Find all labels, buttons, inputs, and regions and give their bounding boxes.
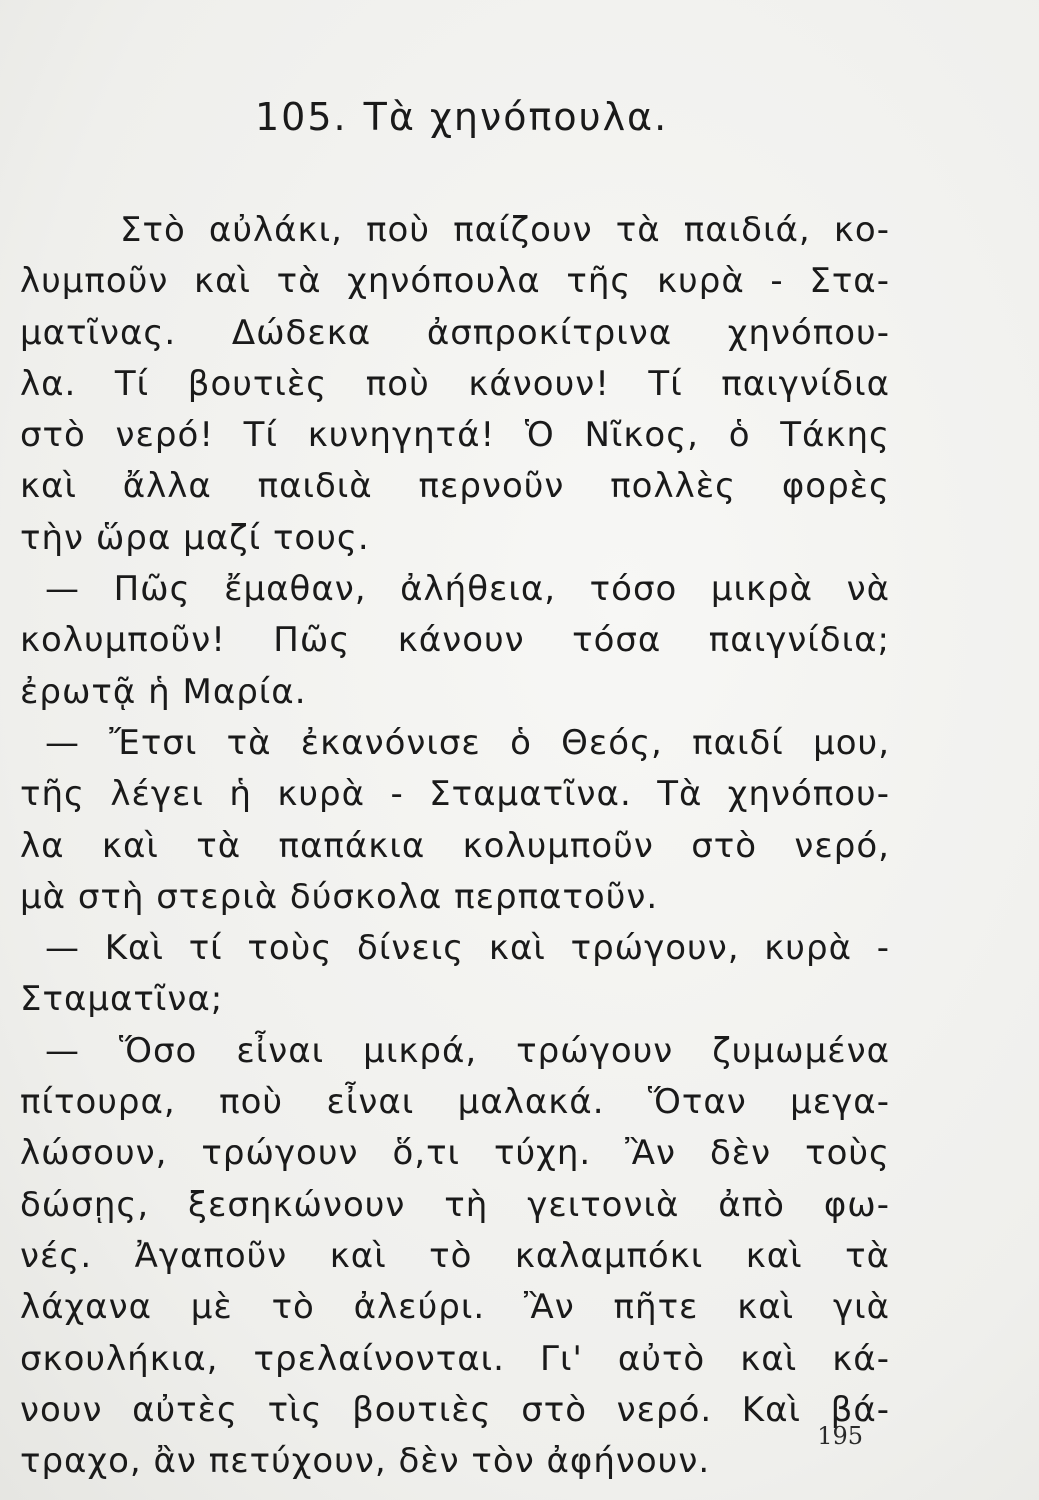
page-number: 195	[817, 1422, 863, 1450]
text-line: Στὸ αὐλάκι, ποὺ παίζουν τὰ παιδιά, κο-	[120, 210, 890, 250]
text-line: τὴν ὥρα μαζί τους.	[20, 517, 370, 558]
chapter-title: Τὰ χηνόπουλα.	[363, 95, 669, 139]
text-line: λα. Τί βουτιὲς ποὺ κάνουν! Τί παιγνίδια	[20, 363, 890, 404]
text-line: Σταματῖνα;	[20, 979, 224, 1020]
page-title	[255, 95, 668, 139]
text-line: μὰ στὴ στεριὰ δύσκολα περπατοῦν.	[20, 876, 659, 917]
text-line: καὶ ἄλλα παιδιὰ περνοῦν πολλὲς φορὲς	[20, 466, 890, 507]
text-line: λυμποῦν καὶ τὰ χηνόπουλα τῆς κυρὰ - Στα-	[20, 261, 890, 302]
text-line: τῆς λέγει ἡ κυρὰ - Σταματῖνα. Τὰ χηνόπου-	[20, 774, 890, 815]
text-line: λάχανα μὲ τὸ ἀλεύρι. Ἂν πῆτε καὶ γιὰ	[20, 1287, 890, 1328]
text-line: — Πῶς ἔμαθαν, ἀλήθεια, τόσο μικρὰ νὰ	[45, 569, 890, 610]
text-line: σκουλήκια, τρελαίνονται. Γι' αὐτὸ καὶ κά-	[20, 1338, 890, 1379]
text-line: στὸ νερό! Τί κυνηγητά! Ὁ Νῖκος, ὁ Τάκης	[20, 415, 890, 456]
text-line: ἐρωτᾷ ἡ Μαρία.	[20, 671, 307, 712]
text-line: τραχο, ἂν πετύχουν, δὲν τὸν ἀφήνουν.	[20, 1441, 711, 1482]
chapter-number: 105.	[255, 95, 348, 139]
text-line: δώσῃς, ξεσηκώνουν τὴ γειτονιὰ ἀπὸ φω-	[20, 1184, 890, 1225]
text-line: λα καὶ τὰ παπάκια κολυμποῦν στὸ νερό,	[20, 825, 890, 866]
text-line: — Ὅσο εἶναι μικρά, τρώγουν ζυμωμένα	[45, 1030, 890, 1071]
text-line: νές. Ἀγαποῦν καὶ τὸ καλαμπόκι καὶ τὰ	[20, 1235, 890, 1276]
text-line: λώσουν, τρώγουν ὅ,τι τύχη. Ἂν δὲν τοὺς	[20, 1133, 890, 1174]
body-text	[20, 205, 890, 1487]
text-line: — Καὶ τί τοὺς δίνεις καὶ τρώγουν, κυρὰ -	[45, 928, 890, 969]
text-line: ματῖνας. Δώδεκα ἀσπροκίτρινα χηνόπου-	[20, 312, 890, 353]
text-line: — Ἔτσι τὰ ἐκανόνισε ὁ Θεός, παιδί μου,	[45, 722, 890, 763]
text-line: πίτουρα, ποὺ εἶναι μαλακά. Ὅταν μεγα-	[20, 1082, 890, 1123]
text-line: κολυμποῦν! Πῶς κάνουν τόσα παιγνίδια;	[20, 620, 890, 661]
text-line: νουν αὐτὲς τὶς βουτιὲς στὸ νερό. Καὶ βά-	[20, 1389, 890, 1430]
